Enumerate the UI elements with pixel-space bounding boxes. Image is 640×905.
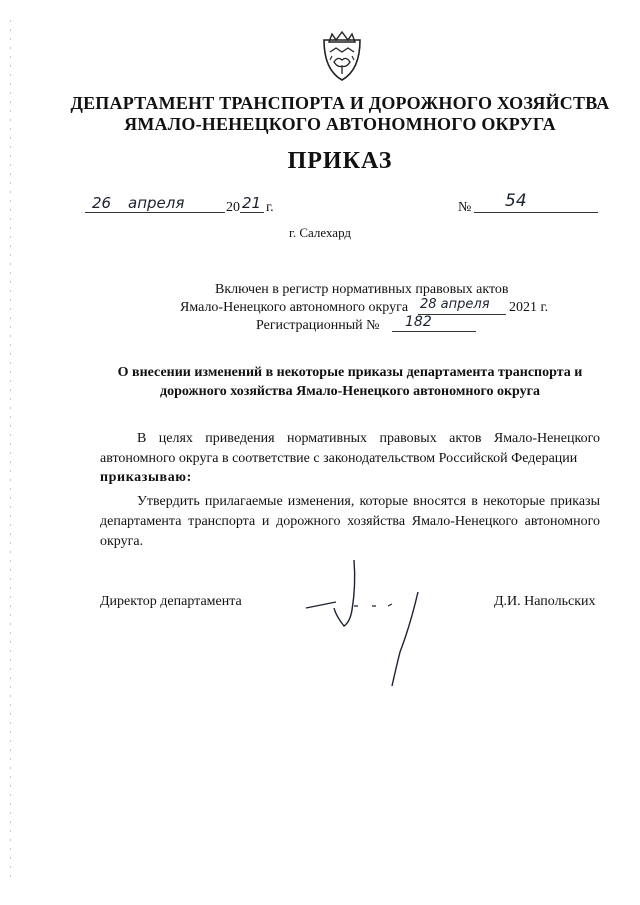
order-number-label: №: [458, 200, 472, 215]
scan-edge: [10, 20, 11, 880]
registration-number-underline: [392, 331, 476, 332]
year-prefix: 20: [226, 200, 240, 215]
signatory-position: Директор департамента: [100, 594, 242, 609]
handwritten-registration-number: 182: [405, 314, 432, 330]
registration-line2-prefix: Ямало-Ненецкого автономного округа: [180, 300, 409, 315]
coat-of-arms-icon: [320, 30, 364, 82]
handwritten-order-number: 54: [505, 191, 527, 211]
handwritten-date-month: апреля: [128, 194, 185, 212]
handwritten-date-day: 26: [92, 194, 112, 212]
department-name-line2: ЯМАЛО-НЕНЕЦКОГО АВТОНОМНОГО ОКРУГА: [124, 114, 556, 134]
registration-line2-suffix: 2021 г.: [509, 300, 549, 315]
document-title: ПРИКАЗ: [287, 148, 393, 174]
department-name-line1: ДЕПАРТАМЕНТ ТРАНСПОРТА И ДОРОЖНОГО ХОЗЯЙСТВА: [70, 93, 610, 113]
date-underline: [85, 212, 225, 213]
year-unit: г.: [266, 200, 274, 215]
handwritten-year-suffix: 21: [242, 194, 262, 212]
document-subject: О внесении изменений в некоторые приказы департамента транспорта и дорожного хозяйства Ямало-Ненецкого автономного округа: [117, 365, 583, 399]
order-word: приказываю:: [100, 470, 192, 485]
order-number-underline: [474, 212, 598, 213]
handwritten-registration-date: 28 апреля: [420, 297, 490, 312]
registration-number-label: Регистрационный №: [256, 318, 380, 333]
preamble-paragraph: В целях приведения нормативных правовых актов Ямало-Ненецкого автономного округа в соответствие с законодательством Российской Федерации: [100, 431, 600, 466]
handwritten-signature: [296, 556, 436, 691]
year-underline: [240, 212, 264, 213]
city: г. Салехард: [288, 225, 352, 240]
signatory-name: Д.И. Напольских: [494, 594, 596, 609]
resolution-paragraph: Утвердить прилагаемые изменения, которые вносятся в некоторые приказы департамента транспорта и дорожного хозяйства Ямало-Ненецкого автономного округа.: [100, 494, 600, 549]
registration-line1: Включен в регистр нормативных правовых актов: [215, 282, 509, 297]
